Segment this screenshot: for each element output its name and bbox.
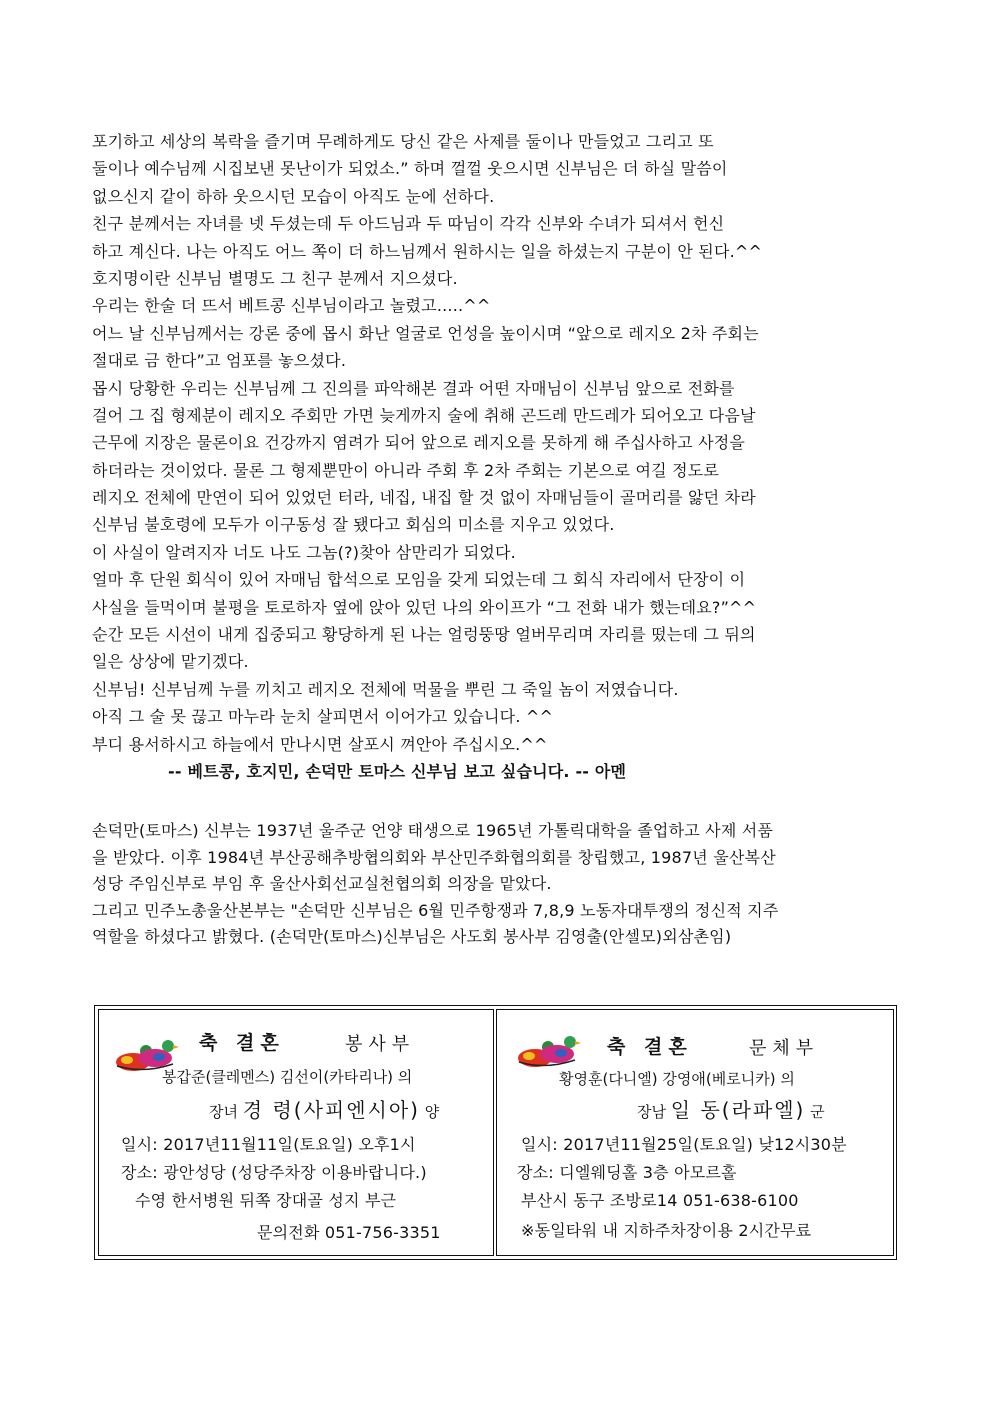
story-line: 신부님! 신부님께 누를 끼치고 레지오 전체에 먹물을 뿌린 그 죽일 놈이 저였습니다. <box>92 679 679 699</box>
story-line: 부디 용서하시고 하늘에서 만나시면 살포시 껴안아 주십시오.^^ <box>92 734 548 754</box>
story-line: 호지명이란 신부님 별명도 그 친구 분께서 지으셨다. <box>92 268 458 288</box>
wedding-announcement-right <box>496 1009 894 1256</box>
announcement-dept: 봉사부 <box>345 1034 416 1055</box>
story-signature: -- 베트콩, 호지민, 손덕만 토마스 신부님 보고 싶습니다. -- 아멘 <box>168 761 627 781</box>
wedding-announcements <box>94 1005 897 1260</box>
story-line: 일은 상상에 맡기겠다. <box>92 652 249 672</box>
story-line: 얼마 후 단원 회식이 있어 자매님 합석으로 모임을 갖게 되었는데 그 회식 자리에서 단장이 이 <box>92 570 746 590</box>
bio-line: 손덕만(토마스) 신부는 1937년 울주군 언양 태생으로 1965년 가톨릭대학을 졸업하고 사제 서품 <box>92 821 774 840</box>
ducks-icon <box>515 1028 581 1072</box>
wedding-place: 장소: 광안성당 (성당주차장 이용바랍니다.) <box>121 1163 427 1182</box>
bio-line: 성당 주임신부로 부임 후 울산사회선교실천협의회 의장을 맡았다. <box>92 874 552 894</box>
wedding-location: 수영 한서병원 뒤쪽 장대골 성지 부근 <box>135 1191 397 1210</box>
bio-section <box>92 818 918 951</box>
story-line: 절대로 금 한다”고 엄포를 놓으셨다. <box>92 351 347 371</box>
story-line: 레지오 전체에 만연이 되어 있었던 터라, 네집, 내집 할 것 없이 자매님들이 골머리를 앓던 차라 <box>92 488 756 508</box>
story-line: 하더라는 것이었다. 물론 그 형제뿐만이 아니라 주회 후 2차 주회는 기본으로 여길 정도로 <box>92 460 720 480</box>
story-line: 하고 계신다. 나는 아직도 어느 쪽이 더 하느님께서 원하시는 일을 하셨는지 구분이 안 된다.^^ <box>92 241 763 261</box>
child-name: 일 동(라파엘) <box>670 1098 806 1122</box>
wedding-place: 장소: 디엘웨딩홀 3층 아모르홀 <box>517 1163 737 1182</box>
child-suffix: 양 <box>424 1103 440 1121</box>
story-line: 포기하고 세상의 복락을 즐기며 무례하게도 당신 같은 사제를 둘이나 만들었고 그리고 또 <box>92 132 714 151</box>
parents-names: 봉갑준(클레멘스) 김선이(카타리나) 의 <box>162 1068 413 1086</box>
announcement-dept: 문체부 <box>749 1038 820 1059</box>
story-line: 친구 분께서는 자녀를 넷 두셨는데 두 아드님과 두 따님이 각각 신부와 수녀가 되셔서 헌신 <box>92 214 725 234</box>
bio-line: 을 받았다. 이후 1984년 부산공해추방협의회와 부산민주화협의회를 창립했고, 1987년 울산복산 <box>92 847 776 867</box>
story-line: 근무에 지장은 물론이요 건강까지 염려가 되어 앞으로 레지오를 못하게 해 주십사하고 사정을 <box>92 433 746 453</box>
wedding-date: 일시: 2017년11월11일(토요일) 오후1시 <box>121 1135 416 1154</box>
story-line: 둘이나 예수님께 시집보낸 못난이가 되었소.” 하며 껄껄 웃으시면 신부님은 더 하실 말씀이 <box>92 159 728 179</box>
story-line: 신부님 불호령에 모두가 이구동성 잘 됐다고 회심의 미소를 지우고 있었다. <box>92 515 615 535</box>
story-line: 어느 날 신부님께서는 강론 중에 몹시 화난 얼굴로 언성을 높이시며 “앞으로 레지오 2차 주회는 <box>92 323 759 343</box>
wedding-announcement-left <box>98 1009 494 1256</box>
contact-phone: 문의전화 051-756-3351 <box>257 1223 441 1242</box>
child-suffix: 군 <box>810 1103 825 1121</box>
bio-line: 그리고 민주노총울산본부는 "손덕만 신부님은 6월 민주항쟁과 7,8,9 노동자대투쟁의 정신적 지주 <box>92 900 779 920</box>
story-line: 몹시 당황한 우리는 신부님께 그 진의를 파악해본 결과 어떤 자매님이 신부님 앞으로 전화를 <box>92 378 735 398</box>
story-line: 아직 그 술 못 끊고 마누라 눈치 살피면서 이어가고 있습니다. ^^ <box>92 707 554 727</box>
bio-line: 역할을 하셨다고 밝혔다. (손덕만(토마스)신부님은 사도회 봉사부 김영출(안셀모)외삼촌임) <box>92 927 732 947</box>
story-line: 걸어 그 집 형제분이 레지오 주회만 가면 늦게까지 술에 취해 곤드레 만드레가 되어오고 다음날 <box>92 405 756 425</box>
story-section <box>92 128 918 785</box>
story-line: 사실을 들먹이며 불평을 토로하자 옆에 앉아 있던 나의 와이프가 “그 전화 내가 했는데요?”^^ <box>92 597 757 617</box>
parking-note: ※동일타워 내 지하주차장이용 2시간무료 <box>521 1221 812 1240</box>
wedding-date: 일시: 2017년11월25일(토요일) 낮12시30분 <box>521 1135 847 1154</box>
announcement-title: 축 결혼 <box>199 1032 285 1054</box>
story-line: 없으신지 같이 하하 웃으시던 모습이 아직도 눈에 선하다. <box>92 186 495 206</box>
story-line: 순간 모든 시선이 내게 집중되고 황당하게 된 나는 얼렁뚱땅 얼버무리며 자리를 떴는데 그 뒤의 <box>92 625 756 645</box>
wedding-address: 부산시 동구 조방로14 051-638-6100 <box>521 1191 799 1210</box>
announcement-title: 축 결혼 <box>607 1036 693 1058</box>
parents-names: 황영훈(다니엘) 강영애(베로니카) 의 <box>559 1070 795 1088</box>
child-relation: 장남 <box>637 1103 666 1121</box>
story-line: 우리는 한술 더 뜨서 베트콩 신부님이라고 놀렸고.....^^ <box>92 296 491 316</box>
child-relation: 장녀 <box>209 1103 238 1121</box>
child-line <box>637 1094 825 1123</box>
child-line <box>209 1094 439 1123</box>
child-name: 경 령(사피엔시아) <box>242 1098 420 1122</box>
story-line: 이 사실이 알려지자 너도 나도 그놈(?)찾아 삼만리가 되었다. <box>92 542 516 562</box>
